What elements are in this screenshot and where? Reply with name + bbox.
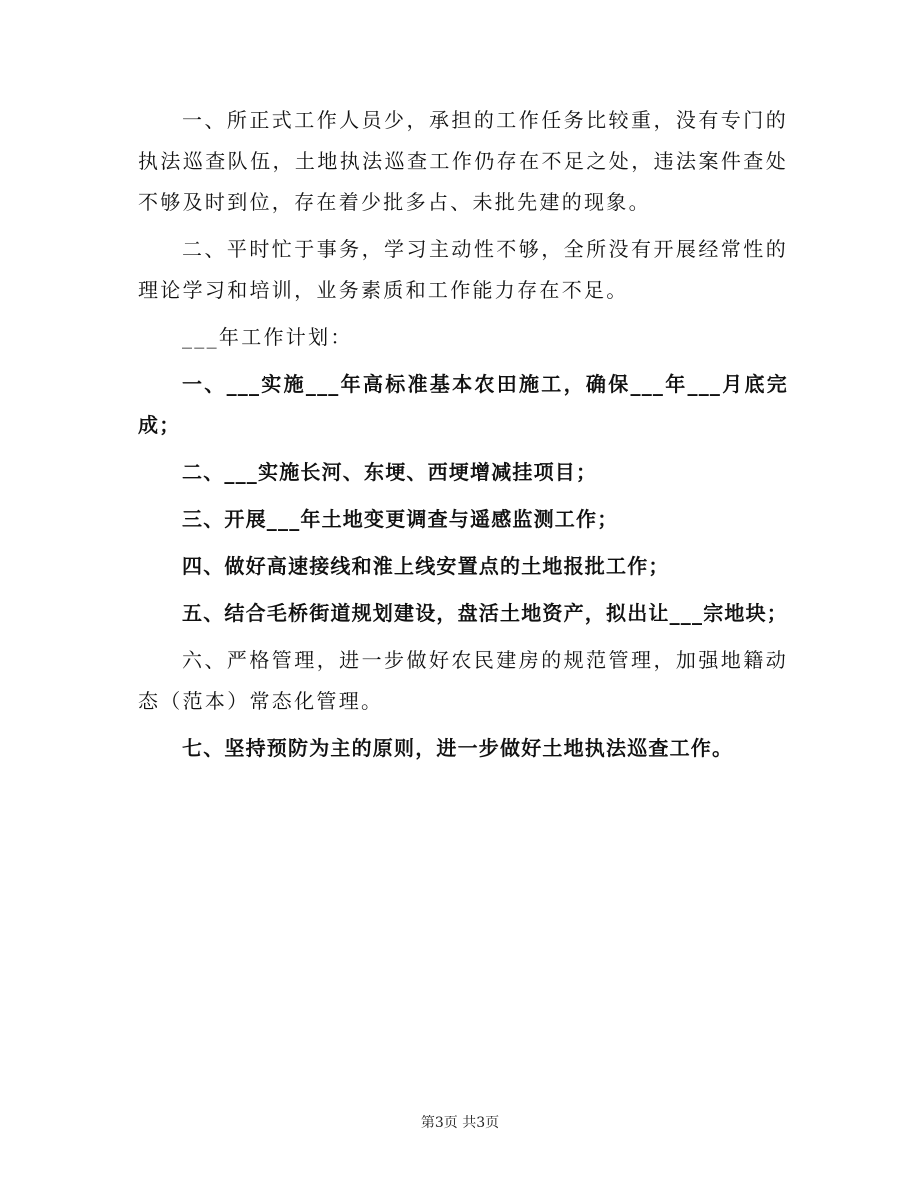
paragraph-4: 一、___实施___年高标准基本农田施工，确保___年___月底完成；	[138, 372, 788, 437]
paragraph-10: 七、坚持预防为主的原则，进一步做好土地执法巡查工作。	[182, 736, 734, 760]
paragraph-9: 六、严格管理，进一步做好农民建房的规范管理，加强地籍动态（范本）常态化管理。	[138, 648, 788, 713]
paragraph-6: 三、开展___年土地变更调查与遥感监测工作；	[182, 507, 619, 531]
paragraph-7: 四、做好高速接线和淮上线安置点的土地报批工作；	[182, 554, 670, 578]
paragraph-1: 一、所正式工作人员少，承担的工作任务比较重，没有专门的执法巡查队伍，土地执法巡查工作仍存在不足之处，违法案件查处不够及时到位，存在着少批多占、未批先建的现象。	[138, 108, 788, 214]
paragraph-8: 五、结合毛桥街道规划建设，盘活土地资产，拟出让___宗地块；	[182, 601, 788, 625]
paragraph-2: 二、平时忙于事务，学习主动性不够，全所没有开展经常性的理论学习和培训，业务素质和工作能力存在不足。	[138, 237, 788, 302]
page-number-footer: 第3页 共3页	[420, 1115, 500, 1131]
paragraph-3: ___年工作计划：	[182, 325, 353, 349]
document-body	[138, 100, 788, 775]
paragraph-5: 二、___实施长河、东埂、西埂增减挂项目；	[182, 460, 598, 484]
